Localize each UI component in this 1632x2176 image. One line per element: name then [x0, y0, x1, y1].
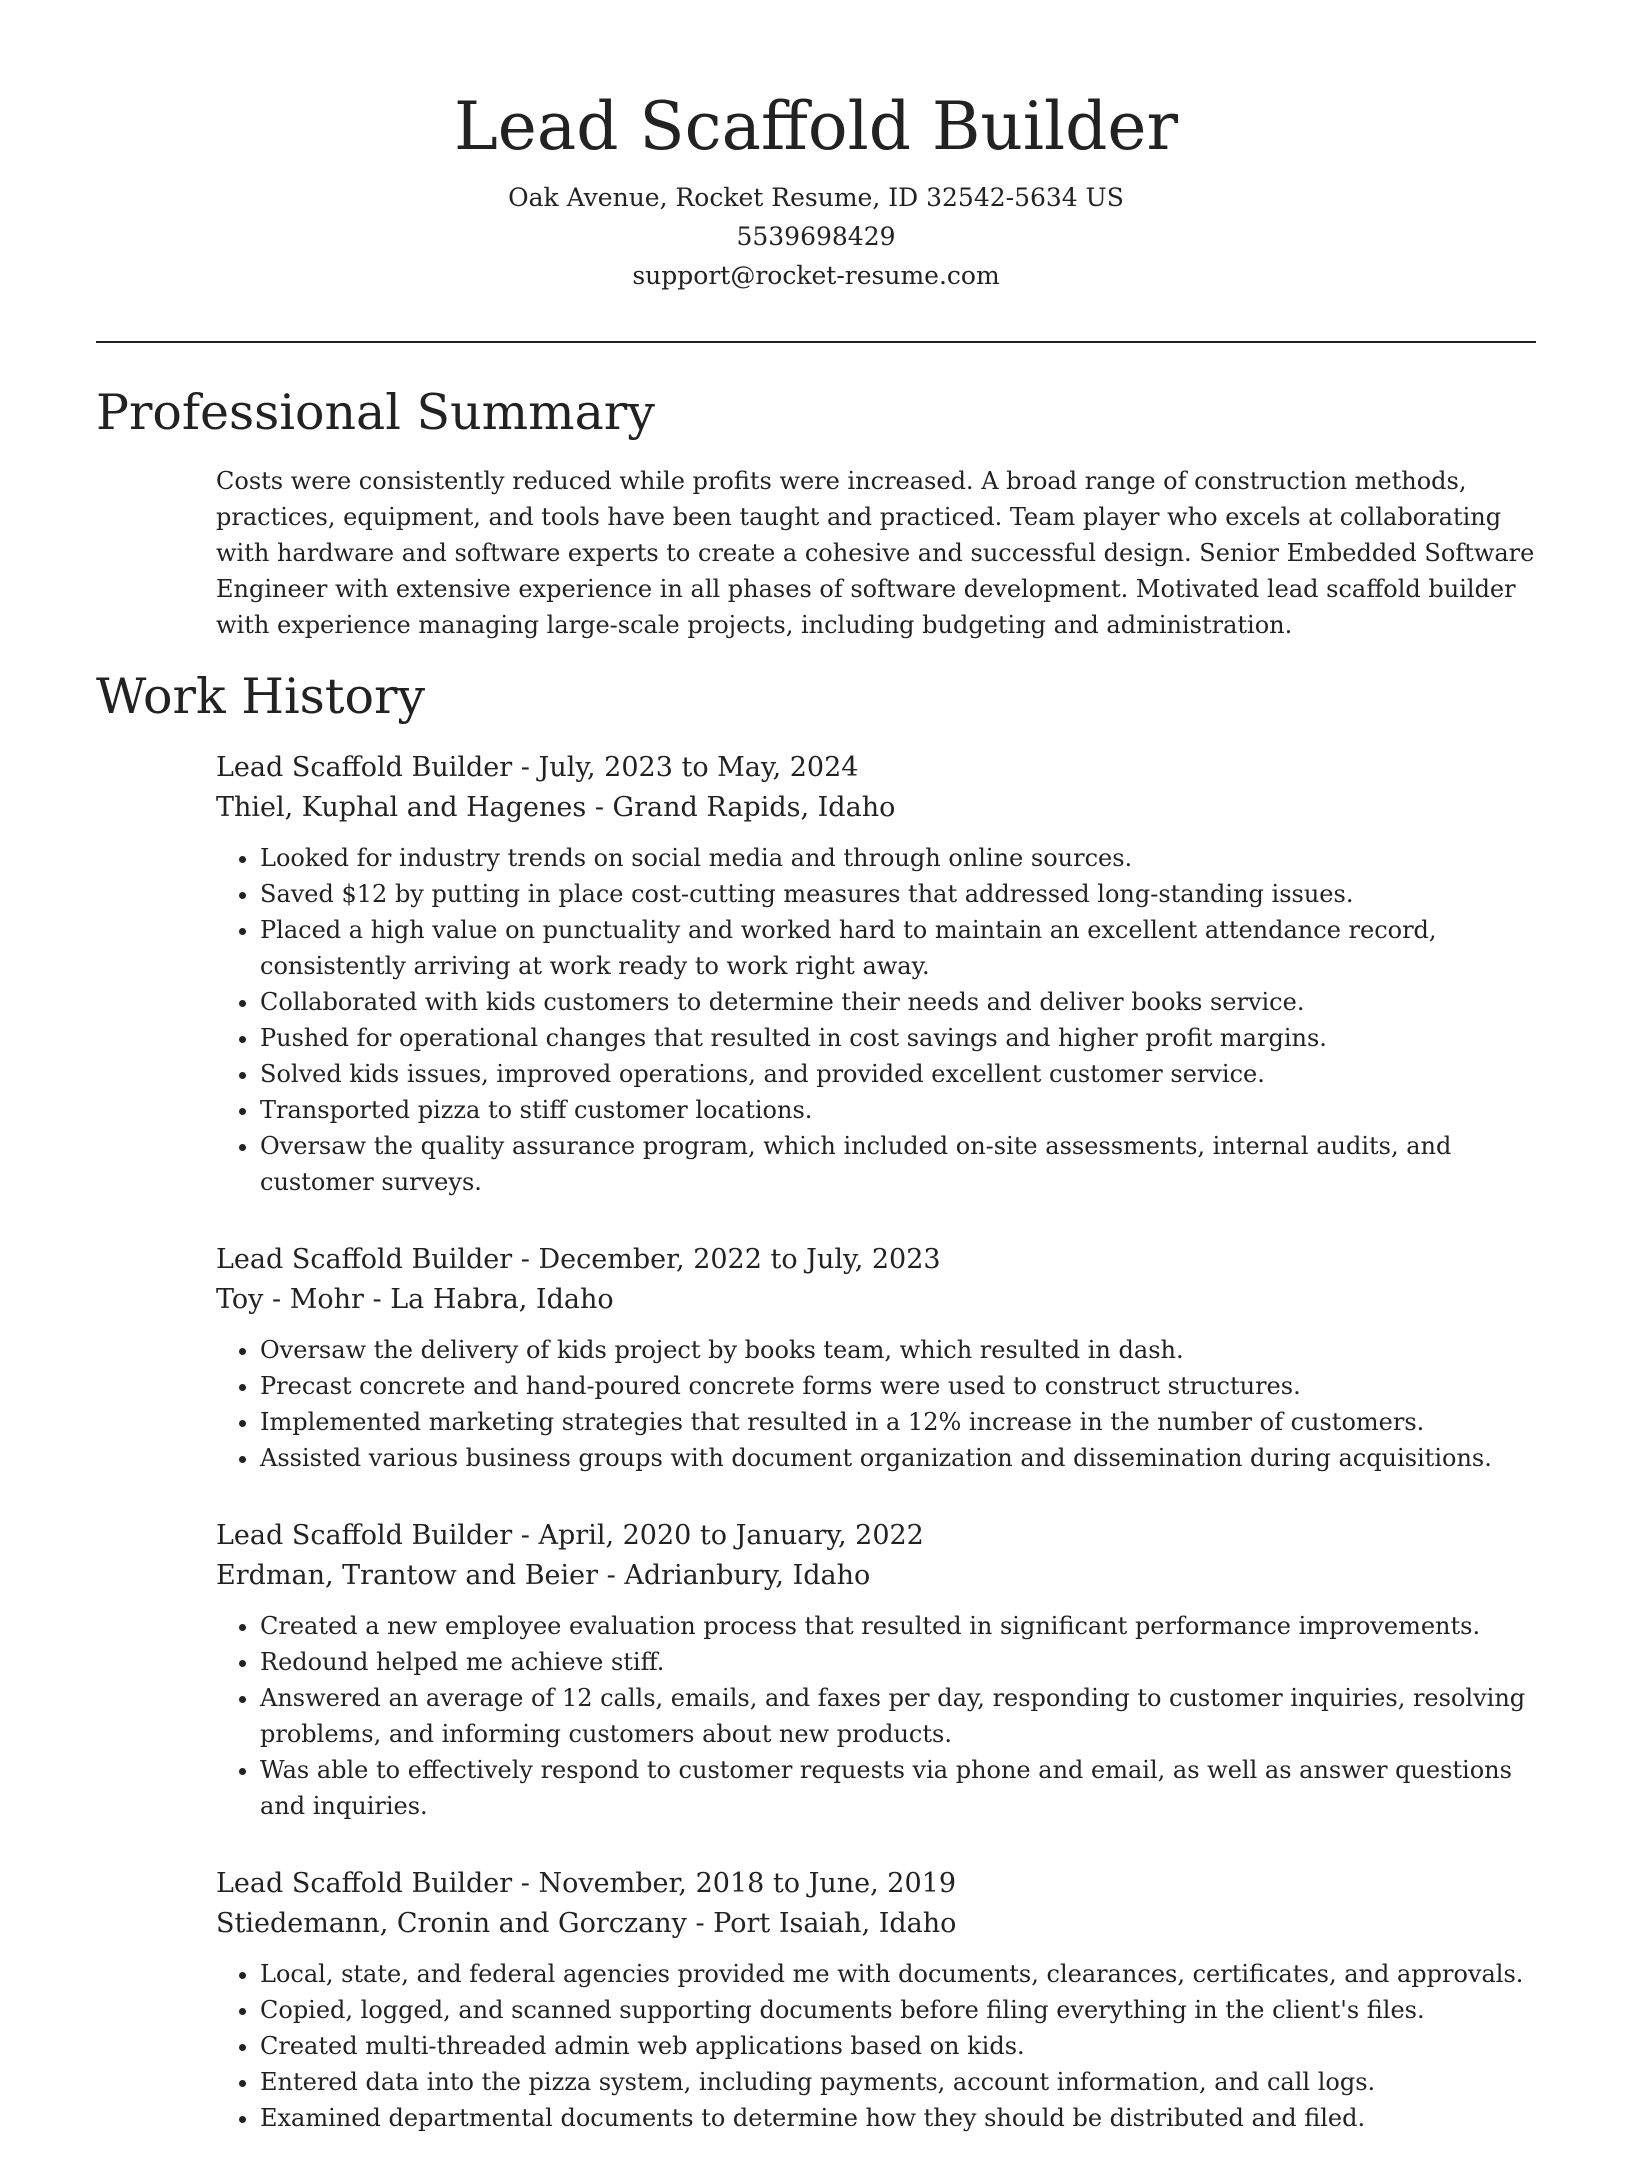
job-company: Stiedemann, Cronin and Gorczany: [216, 1908, 687, 1939]
job-dates: July, 2023 to May, 2024: [538, 752, 859, 783]
job-bullet: • Placed a high value on punctuality and worked hard to maintain an excellent attendance record, consistently arriving at work ready to work right away.: [260, 912, 1546, 984]
job-bullet-list: [216, 1332, 1546, 1476]
job-bullet: • Copied, logged, and scanned supporting documents before filing everything in the client's files.: [260, 1992, 1546, 2028]
separator: -: [512, 752, 539, 783]
job-dates: December, 2022 to July, 2023: [538, 1244, 941, 1275]
job-title: Lead Scaffold Builder: [216, 752, 513, 783]
job-location: La Habra, Idaho: [390, 1284, 614, 1315]
separator: -: [512, 1520, 539, 1551]
separator: -: [512, 1868, 539, 1899]
contact-email: support@rocket-resume.com: [632, 261, 1000, 290]
work-history-heading: Work History: [96, 668, 426, 725]
separator: -: [598, 1560, 625, 1591]
job-company: Erdman, Trantow and Beier: [216, 1560, 599, 1591]
job-bullet: • Precast concrete and hand-poured concrete forms were used to construct structures.: [260, 1368, 1546, 1404]
separator: -: [512, 1244, 539, 1275]
job-company: Toy - Mohr: [216, 1284, 364, 1315]
job-title-line: [216, 1864, 1546, 1904]
job-title-line: [216, 748, 1546, 788]
job-title: Lead Scaffold Builder: [216, 1520, 513, 1551]
job-title: Lead Scaffold Builder: [216, 1868, 513, 1899]
job-bullet: • Transported pizza to stiff customer locations.: [260, 1092, 1546, 1128]
separator: -: [586, 792, 613, 823]
resume-header: [0, 0, 1632, 295]
job-location: Grand Rapids, Idaho: [612, 792, 896, 823]
job-title: Lead Scaffold Builder: [216, 1244, 513, 1275]
job-bullet: • Local, state, and federal agencies provided me with documents, clearances, certificates, and approvals.: [260, 1956, 1546, 1992]
job-bullet: • Created multi-threaded admin web applications based on kids.: [260, 2028, 1546, 2064]
job-company-line: [216, 1280, 1546, 1320]
separator: -: [686, 1908, 714, 1939]
job-entry: [216, 748, 1546, 1200]
candidate-name: Lead Scaffold Builder: [453, 88, 1179, 165]
job-bullet: • Assisted various business groups with document organization and dissemination during acquisitions.: [260, 1440, 1546, 1476]
job-bullet-list: [216, 1608, 1546, 1824]
job-entry: [216, 1864, 1546, 2136]
job-bullet: • Pushed for operational changes that resulted in cost savings and higher profit margins.: [260, 1020, 1546, 1056]
job-dates: April, 2020 to January, 2022: [538, 1520, 924, 1551]
job-bullet: • Answered an average of 12 calls, emails, and faxes per day, responding to customer inquiries, resolving problems, and informing customers about new products.: [260, 1680, 1546, 1752]
summary-text: Costs were consistently reduced while profits were increased. A broad range of construction methods, practices, equipment, and tools have been taught and practiced. Team player who excels at collaborating with hardware and software experts to create a cohesive and successful design. Senior Embedded Software Engineer with extensive experience in all phases of software development. Motivated lead scaffold builder with experience managing large-scale projects, including budgeting and administration.: [216, 467, 1535, 639]
job-bullet-list: [216, 840, 1546, 1200]
job-company-line: [216, 788, 1546, 828]
contact-info: [0, 178, 1632, 295]
header-divider: [96, 341, 1536, 343]
job-title-line: [216, 1240, 1546, 1280]
job-bullet: • Examined departmental documents to determine how they should be distributed and filed.: [260, 2100, 1546, 2136]
job-company-line: [216, 1556, 1546, 1596]
job-bullet: • Was able to effectively respond to customer requests via phone and email, as well as answer questions and inquiries.: [260, 1752, 1546, 1824]
job-company-line: [216, 1904, 1546, 1944]
contact-address: Oak Avenue, Rocket Resume, ID 32542-5634 US: [508, 183, 1124, 212]
contact-phone: 5539698429: [736, 222, 896, 251]
job-company: Thiel, Kuphal and Hagenes: [216, 792, 587, 823]
job-bullet-list: [216, 1956, 1546, 2136]
job-bullet: • Redound helped me achieve stiff.: [260, 1644, 1546, 1680]
job-entry: [216, 1240, 1546, 1476]
job-bullet: • Solved kids issues, improved operations, and provided excellent customer service.: [260, 1056, 1546, 1092]
job-entry: [216, 1516, 1546, 1824]
job-bullet: • Oversaw the delivery of kids project by books team, which resulted in dash.: [260, 1332, 1546, 1368]
job-bullet: • Saved $12 by putting in place cost-cutting measures that addressed long-standing issues.: [260, 876, 1546, 912]
job-dates: November, 2018 to June, 2019: [538, 1868, 957, 1899]
job-title-line: [216, 1516, 1546, 1556]
summary-heading: Professional Summary: [96, 384, 655, 441]
separator: -: [363, 1284, 391, 1315]
job-bullet: • Entered data into the pizza system, including payments, account information, and call logs.: [260, 2064, 1546, 2100]
job-bullet: • Oversaw the quality assurance program, which included on-site assessments, internal audits, and customer surveys.: [260, 1128, 1546, 1200]
job-location: Adrianbury, Idaho: [624, 1560, 871, 1591]
job-bullet: • Looked for industry trends on social media and through online sources.: [260, 840, 1546, 876]
job-bullet: • Implemented marketing strategies that resulted in a 12% increase in the number of customers.: [260, 1404, 1546, 1440]
job-location: Port Isaiah, Idaho: [713, 1908, 957, 1939]
job-bullet: • Collaborated with kids customers to determine their needs and deliver books service.: [260, 984, 1546, 1020]
work-history-list: [216, 748, 1546, 2176]
job-bullet: • Created a new employee evaluation process that resulted in significant performance improvements.: [260, 1608, 1546, 1644]
